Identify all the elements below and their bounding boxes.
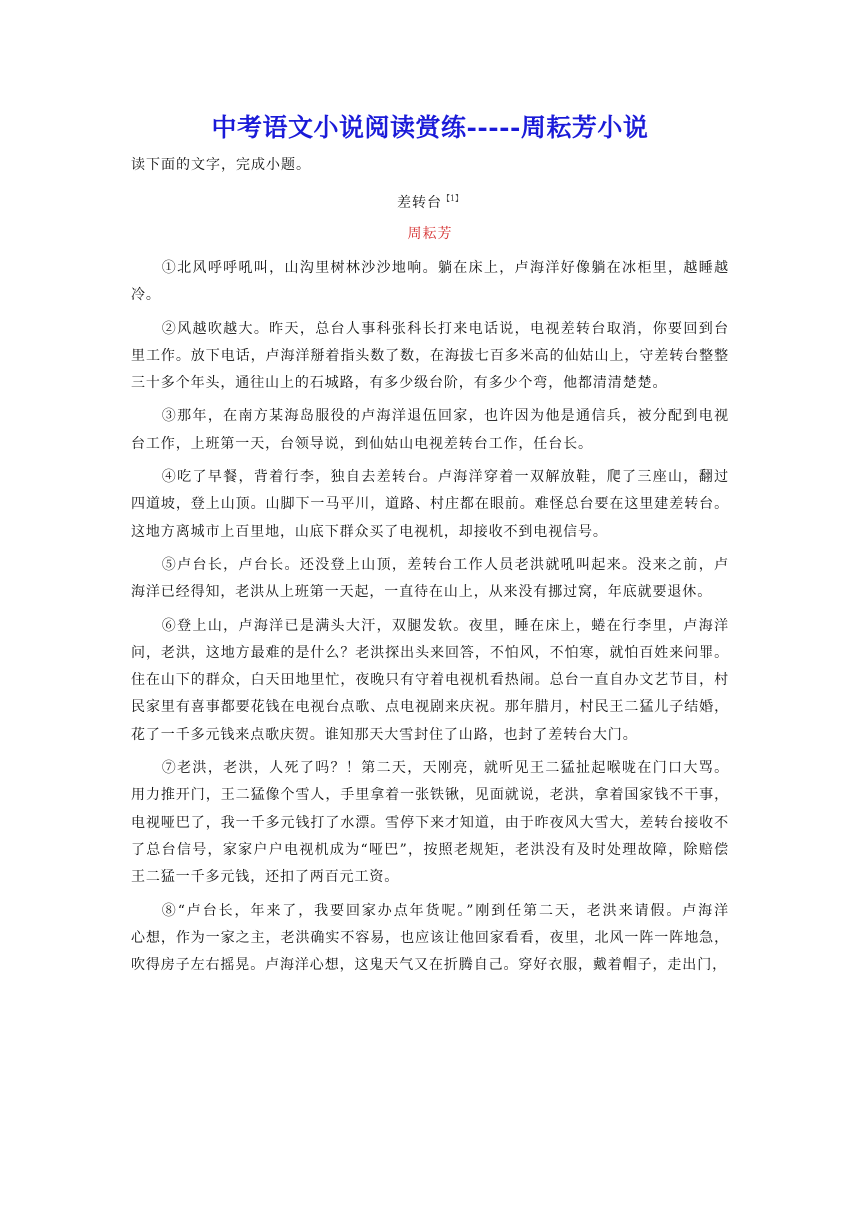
paragraph-line: 这地方离城市上百里地，山底下群众买了电视机，却接收不到电视信号。 (131, 523, 608, 540)
paragraph-line: ②风越吹越大。昨天，总台人事科张科长打来电话说，电视差转台取消，你要回到台 (161, 320, 729, 337)
paragraph-line: ⑧“卢台长，年来了，我要回家办点年货呢。”刚到任第二天，老洪来请假。卢海洋 (161, 902, 729, 919)
paragraph-line: 问，老洪，这地方最难的是什么？老洪探出头来回答，不怕风，不怕寒，就怕百姓来问罪。 (131, 644, 729, 661)
story-paragraph (131, 898, 729, 980)
paragraph-line: 王二猛一千多元钱，还扣了两百元工资。 (131, 869, 400, 886)
paragraph-line: ⑥登上山，卢海洋已是满头大汗，双腿发软。夜里，睡在床上，蜷在行李里，卢海洋 (161, 617, 729, 634)
footnote-marker: 【1】 (441, 194, 464, 203)
paragraph-line: ③那年，在南方某海岛服役的卢海洋退伍回家，也许因为他是通信兵，被分配到电视 (161, 408, 729, 425)
paragraph-line: 台工作，上班第一天，台领导说，到仙姑山电视差转台工作，任台长。 (131, 435, 593, 452)
paragraph-line: 住在山下的群众，白天田地里忙，夜晚只有守着电视机看热闹。总台一直自办文艺节目，村 (131, 672, 729, 689)
paragraph-line: 冷。 (131, 287, 161, 304)
paragraph-line: ①北风呼呼吼叫，山沟里树林沙沙地响。躺在床上，卢海洋好像躺在冰柜里，越睡越 (161, 260, 729, 276)
paragraph-line: 了总台信号，家家户户电视机成为“哑巴”，按照老规矩，老洪没有及时处理故障，除赔偿 (131, 841, 729, 858)
story-paragraph (131, 255, 729, 310)
story-paragraph (131, 552, 729, 607)
story-title-text: 差转台 (396, 195, 442, 211)
paragraph-line: 里工作。放下电话，卢海洋掰着指头数了数，在海拔七百多米高的仙姑山上，守差转台整整 (131, 347, 729, 364)
story-paragraph (131, 464, 729, 546)
story-paragraph (131, 403, 729, 458)
paragraph-line: 花了一千多元钱来点歌庆贺。谁知那天大雪封住了山路，也封了差转台大门。 (131, 726, 638, 743)
paragraph-line: 电视哑巴了，我一千多元钱打了水漂。雪停下来才知道，由于昨夜风大雪大，差转台接收不 (131, 814, 729, 831)
paragraph-line: ⑦老洪，老洪，人死了吗？！第二天，天刚亮，就听见王二猛扯起喉咙在门口大骂。 (161, 760, 729, 777)
story-paragraph (131, 316, 729, 398)
story-title (0, 187, 860, 215)
paragraph-line: 三十多个年头，通往山上的石城路，有多少级台阶，有多少个弯，他都清清楚楚。 (131, 375, 668, 392)
paragraph-line: 吹得房子左右摇晃。卢海洋心想，这鬼天气又在折腾自己。穿好衣服，戴着帽子，走出门， (131, 957, 727, 974)
paragraph-line: ④吃了早餐，背着行李，独自去差转台。卢海洋穿着一双解放鞋，爬了三座山，翻过 (161, 469, 729, 486)
story-author: 周耘芳 (407, 226, 453, 242)
story-paragraph (131, 613, 729, 749)
paragraph-line: 四道坡，登上山顶。山脚下一马平川，道路、村庄都在眼前。难怪总台要在这里建差转台。 (131, 496, 729, 513)
paragraph-line: ⑤卢台长，卢台长。还没登上山顶，差转台工作人员老洪就吼叫起来。没来之前，卢 (161, 556, 729, 573)
reading-instruction: 读下面的文字，完成小题。 (131, 157, 311, 173)
document-title: 中考语文小说阅读赏练-----周耘芳小说 (211, 113, 649, 142)
paragraph-line: 用力推开门，王二猛像个雪人，手里拿着一张铁锹，见面就说，老洪，拿着国家钱不干事， (131, 787, 729, 804)
story-body (131, 255, 729, 985)
paragraph-line: 心想，作为一家之主，老洪确实不容易，也应该让他回家看看，夜里，北风一阵一阵地急， (131, 929, 729, 946)
story-paragraph (131, 755, 729, 891)
paragraph-line: 民家里有喜事都要花钱在电视台点歌、点电视剧来庆祝。那年腊月，村民王二猛儿子结婚， (131, 699, 729, 716)
paragraph-line: 海洋已经得知，老洪从上班第一天起，一直待在山上，从来没有挪过窝，年底就要退休。 (131, 584, 713, 601)
